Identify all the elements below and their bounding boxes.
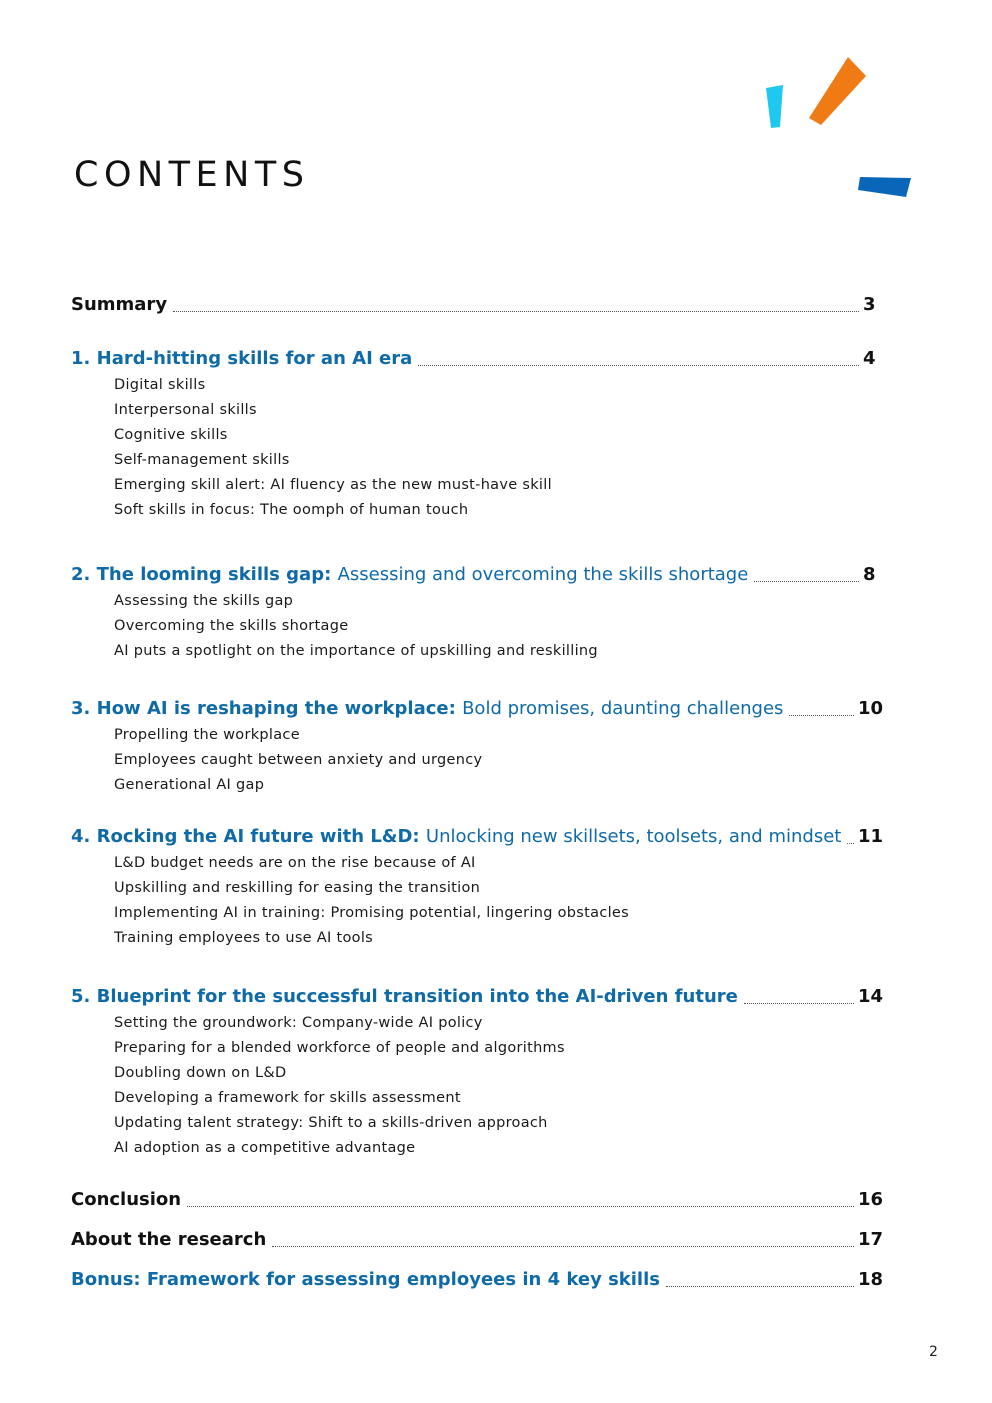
list-item[interactable]: Self-management skills <box>114 452 290 468</box>
list-item[interactable]: Upskilling and reskilling for easing the transition <box>114 880 481 896</box>
toc-page-section-2: 8 <box>863 564 876 585</box>
list-item[interactable]: AI puts a spotlight on the importance of upskilling and reskilling <box>114 643 598 659</box>
dot-leader <box>173 310 859 312</box>
toc-label-conclusion: Conclusion <box>71 1189 182 1210</box>
dot-leader <box>744 1002 854 1004</box>
list-item[interactable]: Overcoming the skills shortage <box>114 618 349 634</box>
toc-subtitle-section-3: Bold promises, daunting challenges <box>462 698 784 719</box>
section-2-sublist <box>114 589 598 664</box>
list-item[interactable]: Assessing the skills gap <box>114 593 294 609</box>
list-item[interactable]: AI adoption as a competitive advantage <box>114 1140 416 1156</box>
list-item[interactable]: Soft skills in focus: The oomph of human touch <box>114 502 469 518</box>
list-item[interactable]: Propelling the workplace <box>114 727 300 743</box>
toc-title-section-2: 2. The looming skills gap: <box>71 564 332 585</box>
list-item[interactable]: Implementing AI in training: Promising potential, lingering obstacles <box>114 905 630 921</box>
toc-entry-conclusion[interactable] <box>71 1189 883 1211</box>
toc-label-section-1: 1. Hard-hitting skills for an AI era <box>71 348 413 369</box>
list-item[interactable]: Setting the groundwork: Company-wide AI policy <box>114 1015 483 1031</box>
toc-page-conclusion: 16 <box>857 1189 883 1210</box>
toc-label-section-4 <box>71 826 841 848</box>
toc-page-section-4: 11 <box>857 826 883 847</box>
dot-leader <box>789 714 854 716</box>
toc-subtitle-section-2: Assessing and overcoming the skills shortage <box>337 564 749 585</box>
section-1-sublist <box>114 373 552 523</box>
section-3-sublist <box>114 723 482 798</box>
page-number: 2 <box>929 1344 938 1360</box>
dot-leader <box>187 1205 854 1207</box>
toc-entry-about-research[interactable] <box>71 1229 883 1251</box>
list-item[interactable]: Cognitive skills <box>114 427 228 443</box>
list-item[interactable]: Developing a framework for skills assessment <box>114 1090 461 1106</box>
dot-leader <box>754 580 859 582</box>
toc-title-section-4: 4. Rocking the AI future with L&D: <box>71 826 420 847</box>
toc-label-summary: Summary <box>71 294 168 315</box>
list-item[interactable]: Employees caught between anxiety and urgency <box>114 752 483 768</box>
toc-subtitle-section-4: Unlocking new skillsets, toolsets, and mindset <box>425 826 842 847</box>
list-item[interactable]: Emerging skill alert: AI fluency as the new must-have skill <box>114 477 552 493</box>
blue-stroke-icon <box>858 177 911 197</box>
dot-leader <box>666 1285 854 1287</box>
toc-entry-section-2[interactable] <box>71 564 883 586</box>
toc-label-section-5: 5. Blueprint for the successful transition into the AI-driven future <box>71 986 738 1007</box>
toc-entry-summary[interactable] <box>71 294 883 316</box>
toc-page-summary: 3 <box>863 294 876 315</box>
toc-entry-section-4[interactable] <box>71 826 883 848</box>
section-5-sublist <box>114 1011 565 1161</box>
list-item[interactable]: Updating talent strategy: Shift to a skills-driven approach <box>114 1115 548 1131</box>
toc-entry-bonus[interactable] <box>71 1269 883 1291</box>
toc-page-section-3: 10 <box>857 698 883 719</box>
list-item[interactable]: Interpersonal skills <box>114 402 257 418</box>
list-item[interactable]: Digital skills <box>114 377 206 393</box>
dot-leader <box>418 364 859 366</box>
toc-label-about-research: About the research <box>71 1229 267 1250</box>
list-item[interactable]: Generational AI gap <box>114 777 265 793</box>
section-4-sublist <box>114 851 629 951</box>
toc-page-section-1: 4 <box>863 348 876 369</box>
dot-leader <box>272 1245 854 1247</box>
orange-stroke-icon <box>809 57 866 125</box>
list-item[interactable]: Preparing for a blended workforce of people and algorithms <box>114 1040 565 1056</box>
toc-entry-section-1[interactable] <box>71 348 883 370</box>
toc-label-section-3 <box>71 698 783 720</box>
list-item[interactable]: Doubling down on L&D <box>114 1065 287 1081</box>
dot-leader <box>847 842 854 844</box>
list-item[interactable]: Training employees to use AI tools <box>114 930 374 946</box>
page-title: CONTENTS <box>74 155 310 195</box>
toc-page-bonus: 18 <box>857 1269 883 1290</box>
decorative-brush-strokes <box>0 0 992 260</box>
toc-label-section-2 <box>71 564 748 586</box>
toc-title-section-3: 3. How AI is reshaping the workplace: <box>71 698 456 719</box>
list-item[interactable]: L&D budget needs are on the rise because of AI <box>114 855 476 871</box>
toc-page-about-research: 17 <box>857 1229 883 1250</box>
toc-page-section-5: 14 <box>857 986 883 1007</box>
cyan-stroke-icon <box>766 85 783 128</box>
toc-label-bonus: Bonus: Framework for assessing employees in 4 key skills <box>71 1269 660 1290</box>
toc-entry-section-5[interactable] <box>71 986 883 1008</box>
toc-entry-section-3[interactable] <box>71 698 883 720</box>
